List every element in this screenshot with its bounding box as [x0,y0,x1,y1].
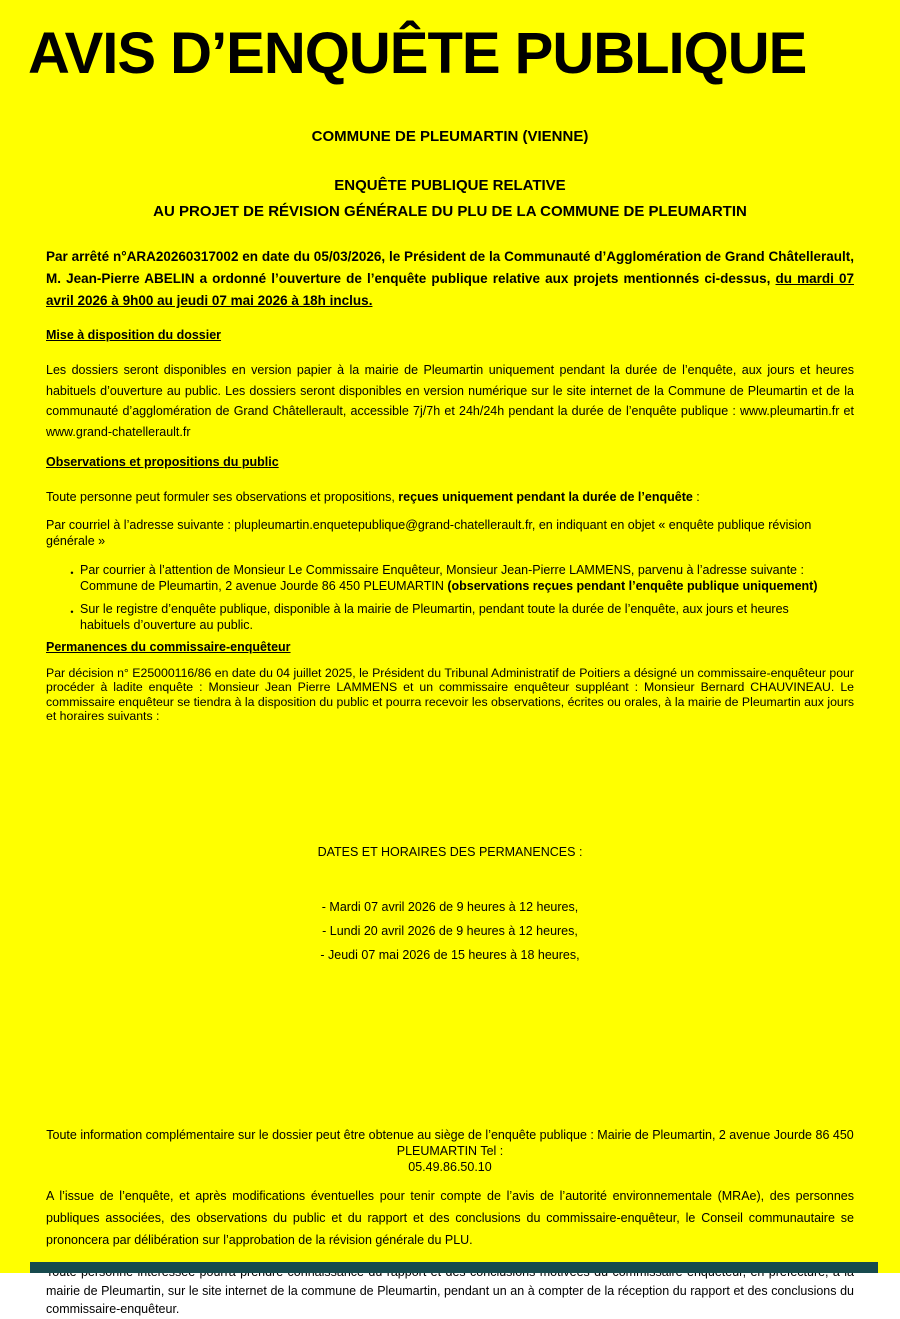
subject-line-2: AU PROJET DE RÉVISION GÉNÉRALE DU PLU DE LA COMMUNE DE PLEUMARTIN [153,203,747,220]
closing-paragraph-2: mairie de Pleumartin, sur le site internet de la commune de Pleumartin, pendant un an à compter de la réception du rapport et des conclusions du commissaire-enquêteur. [46,1283,854,1316]
intro-dates-underlined: du mardi 07 avril 2026 à 9h00 au jeudi 07 mai 2026 à 18h inclus. [46,271,854,308]
page-bottom-bar [30,1262,878,1273]
schedule-date-1: - Mardi 07 avril 2026 de 9 heures à 12 heures, [321,899,579,914]
list-item-text [80,562,854,595]
dossier-paragraph: Les dossiers seront disponibles en version papier à la mairie de Pleumartin uniquement pendant la durée de l’enquête, aux jours et heures habituels d’ouverture au public. Les dossiers seront disponibles en version numérique sur le site internet de la Commune de Pleumartin et de la communauté d’agglomération de Grand Châtellerault, accessible 7j/7h et 24h/24h pendant la durée de l’enquête publique : www.pleumartin.fr et www.grand-chatellerault.fr [46,363,854,439]
observations-intro-tail: : [692,489,700,504]
schedule-date-2: - Lundi 20 avril 2026 de 9 heures à 12 heures, [322,923,578,938]
intro-text: Par arrêté n°ARA20260317002 en date du 05/03/2026, le Président de la Communauté d’Agglomération de Grand Châtellerault, M. Jean-Pierre ABELIN a ordonné l’ouverture de l’enquête publique relative aux projets mentionnés ci-dessus, [46,249,854,286]
closing-paragraph-1: A l’issue de l’enquête, et après modifications éventuelles pour tenir compte de l’avis de l’autorité environnementale (MRAe), des personnes publiques associées, des observations du public et du rapport et des conclusions du commissaire-enquêteur, le Conseil communautaire se prononcera par délibération sur l’approbation de la révision générale du PLU. [46,1188,854,1247]
notice-title: AVIS D’ENQUÊTE PUBLIQUE [28,21,807,86]
heading-mise-a-disposition: Mise à disposition du dossier [46,328,222,342]
schedule-title: DATES ET HORAIRES DES PERMANENCES : [317,844,583,859]
contact-info [46,1127,854,1175]
observation-channels-list [46,562,854,634]
heading-observations: Observations et propositions du public [46,454,279,469]
subject-line-1: ENQUÊTE PUBLIQUE RELATIVE [334,177,566,194]
contact-info-line1: Toute information complémentaire sur le dossier peut être obtenue au siège de l’enquête publique : Mairie de Pleumartin, 2 avenue Jourde 86 450 PLEUMARTIN Tel : [46,1127,854,1158]
observations-intro [46,489,854,505]
bullet-icon [64,562,80,595]
list-item-registre [64,601,854,634]
list-item-text: Sur le registre d’enquête publique, disponible à la mairie de Pleumartin, pendant toute la durée de l’enquête, aux jours et heures habituels d’ouverture au public. [80,601,789,632]
bullet1-bold: (observations reçues pendant l’enquête publique uniquement) [447,579,818,593]
decision-paragraph: Par décision n° E25000116/86 en date du 04 juillet 2025, le Président du Tribunal Administratif de Poitiers a désigné un commissaire-enquêteur pour procéder à ladite enquête : Monsieur Jean Pierre LAMMENS et un commissaire enquêteur suppléant : Monsieur Bernard CHAUVINEAU. Le commissaire enquêteur se tiendra à la disposition du public et pourra recevoir les observations, écrites ou orales, à la mairie de Pleumartin aux jours et horaires suivants : [46,665,854,723]
list-item-courrier [64,562,854,595]
intro-paragraph [46,246,854,312]
commune-line: COMMUNE DE PLEUMARTIN (VIENNE) [311,128,589,145]
notice-body [0,246,900,1319]
courriel-line [46,517,854,549]
observations-intro-bold: reçues uniquement pendant la durée de l’enquête [398,489,693,504]
heading-permanences: Permanences du commissaire-enquêteur [46,639,291,654]
bullet-icon [64,601,80,634]
schedule-date-3: - Jeudi 07 mai 2026 de 15 heures à 18 heures, [320,947,580,962]
bullet1-plain: Par courrier à l’attention de Monsieur Le Commissaire Enquêteur, Monsieur Jean-Pierre LAMMENS, parvenu à l’adresse suivante : Commune de Pleumartin, 2 avenue Jourde 86 450 PLEUMARTIN [80,562,804,593]
contact-info-phone: 05.49.86.50.10 [408,1159,492,1174]
email-address-line: Par courriel à l’adresse suivante : plupleumartin.enquetepublique@grand-chatellerault.fr, en indiquant en objet « enquête publique révision générale » [46,518,812,548]
observations-intro-plain: Toute personne peut formuler ses observations et propositions, [46,489,399,504]
